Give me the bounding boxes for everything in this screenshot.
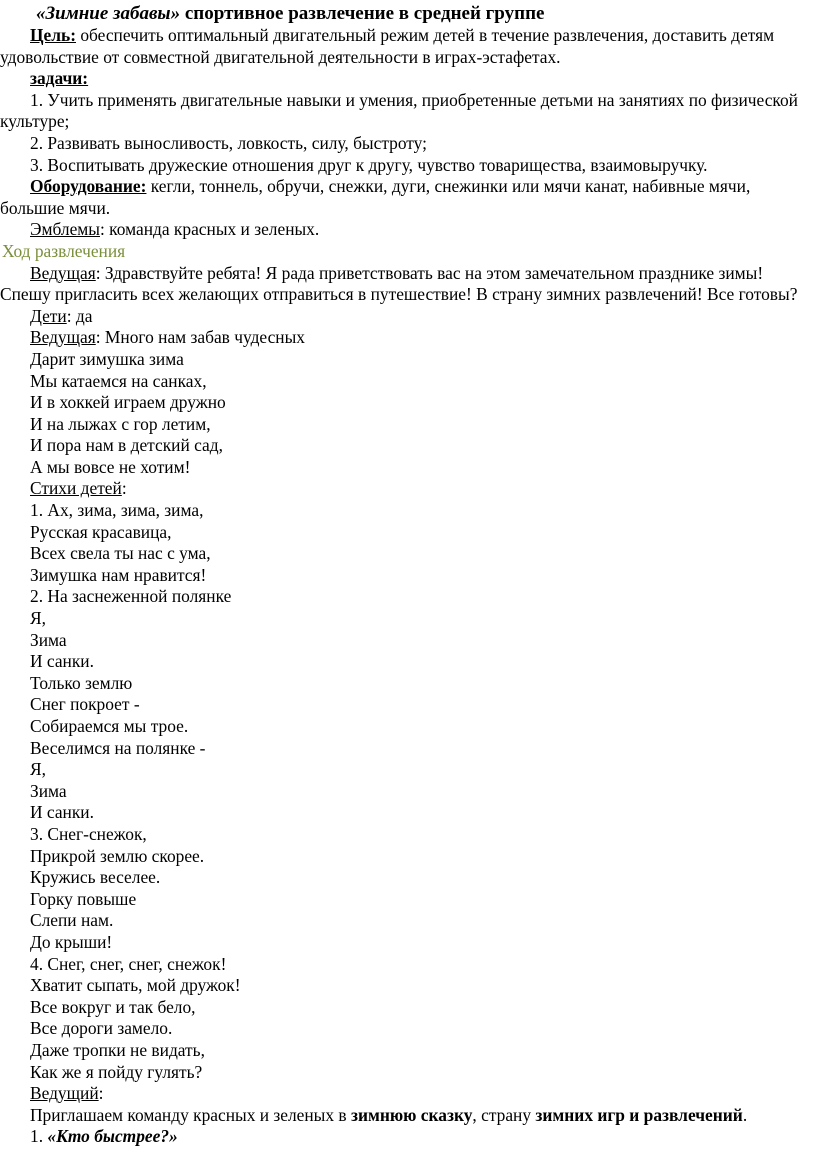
emblems-label: Эмблемы bbox=[30, 219, 100, 240]
verse-line: Мы катаемся на санках, bbox=[30, 370, 207, 391]
host-label: Ведущий bbox=[30, 1083, 99, 1104]
poem-line: Как же я пойду гулять? bbox=[30, 1061, 203, 1082]
poem-line: И санки. bbox=[30, 802, 94, 823]
poem-line: Хватит сыпать, мой дружок! bbox=[30, 975, 241, 996]
poem-line: Я, bbox=[30, 759, 46, 780]
host-verse bbox=[0, 349, 810, 479]
verse-line: А мы вовсе не хотим! bbox=[30, 456, 191, 477]
document-title bbox=[0, 3, 810, 25]
poem-line: Я, bbox=[30, 608, 46, 629]
invite-bold: зимнюю сказку bbox=[350, 1104, 473, 1125]
invite-text: , страну bbox=[472, 1104, 536, 1125]
invite-text: . bbox=[742, 1104, 748, 1125]
tasks-heading bbox=[0, 68, 810, 90]
equipment-paragraph bbox=[0, 176, 810, 219]
poems-label: Стихи детей bbox=[30, 478, 122, 499]
host-text: : Здравствуйте ребята! Я рада приветствовать вас на этом замечательном празднике зимы! Спешу пригласить всех желающих отправиться в путешествие! В страну зимних развлечений! Все готовы? bbox=[0, 262, 798, 305]
host-text: : Много нам забав чудесных bbox=[95, 327, 305, 348]
host-paragraph bbox=[0, 263, 810, 306]
game-heading bbox=[0, 1126, 810, 1148]
verse-line: И на лыжах с гор летим, bbox=[30, 413, 211, 434]
goal-label: Цель: bbox=[30, 25, 76, 45]
task-item: 1. Учить применять двигательные навыки и умения, приобретенные детьми на занятиях по физической культуре; bbox=[0, 89, 798, 132]
poem-line: Русская красавица, bbox=[30, 521, 172, 542]
poem-line: Собираемся мы трое. bbox=[30, 716, 189, 736]
poem-line: Все дороги замело. bbox=[30, 1018, 173, 1039]
goal-text: обеспечить оптимальный двигательный режим детей в течение развлечения, доставить детям удовольствие от совместной двигательной деятельности в играх-эстафетах. bbox=[0, 25, 775, 67]
invite-bold: зимних игр и развлечений bbox=[535, 1104, 743, 1125]
goal-paragraph bbox=[0, 25, 810, 68]
poem-line: До крыши! bbox=[30, 931, 113, 952]
section-heading: Ход развлечения bbox=[2, 240, 126, 261]
invite-paragraph bbox=[0, 1105, 810, 1127]
equipment-text: кегли, тоннель, обручи, снежки, дуги, снежинки или мячи канат, набивные мячи, большие мячи. bbox=[0, 176, 751, 218]
poem-line: Зима bbox=[30, 629, 67, 650]
game-name: «Кто быстрее?» bbox=[47, 1126, 178, 1147]
poem-line: Слепи нам. bbox=[30, 910, 114, 931]
host-label: Ведущая bbox=[30, 327, 96, 348]
host-text: : bbox=[98, 1083, 104, 1104]
verse-line: И в хоккей играем дружно bbox=[30, 392, 226, 413]
equipment-label: Оборудование: bbox=[30, 176, 147, 197]
kids-text: : да bbox=[66, 305, 93, 326]
host-paragraph bbox=[0, 1083, 810, 1105]
verse-line: И пора нам в детский сад, bbox=[30, 435, 223, 456]
poem-line: Даже тропки не видать, bbox=[30, 1039, 205, 1060]
poem-line: Все вокруг и так бело, bbox=[30, 996, 196, 1017]
emblems-paragraph bbox=[0, 219, 810, 241]
poem-line: И санки. bbox=[30, 651, 94, 672]
poem-line: Прикрой землю скорее. bbox=[30, 845, 205, 866]
poem-line: Горку повыше bbox=[30, 888, 137, 909]
poems-colon: : bbox=[121, 478, 127, 499]
task-item: 3. Воспитывать дружеские отношения друг к другу, чувство товарищества, взаимовыручку. bbox=[30, 154, 708, 175]
game-number: 1. bbox=[30, 1126, 48, 1147]
poem-line: 4. Снег, снег, снег, снежок! bbox=[30, 953, 227, 974]
emblems-text: : команда красных и зеленых. bbox=[100, 219, 320, 240]
host-label: Ведущая bbox=[30, 262, 96, 283]
poem-line: Только землю bbox=[30, 672, 133, 693]
kids-paragraph bbox=[0, 306, 810, 328]
poems-heading bbox=[0, 478, 810, 500]
kids-label: Дети bbox=[30, 305, 67, 326]
poem-line: Веселимся на полянке - bbox=[30, 737, 206, 758]
poem-line: Зимушка нам нравится! bbox=[30, 564, 207, 585]
poem-line: Зима bbox=[30, 780, 67, 801]
poem-line: Снег покроет - bbox=[30, 694, 140, 715]
host-paragraph bbox=[0, 327, 810, 349]
poem-line: Всех свела ты нас с ума, bbox=[30, 543, 211, 564]
title-italic: «Зимние забавы» bbox=[36, 3, 181, 24]
poem-line: 1. Ах, зима, зима, зима, bbox=[30, 500, 204, 521]
poem-line: 2. На заснеженной полянке bbox=[30, 586, 232, 607]
tasks-label: задачи: bbox=[30, 68, 89, 89]
verse-line: Дарит зимушка зима bbox=[30, 348, 184, 369]
invite-text: Приглашаем команду красных и зеленых в bbox=[30, 1104, 351, 1125]
task-item: 2. Развивать выносливость, ловкость, силу, быстроту; bbox=[30, 132, 427, 153]
poem-line: Кружись веселее. bbox=[30, 867, 161, 888]
title-rest: спортивное развлечение в средней группе bbox=[180, 3, 545, 24]
poems-block bbox=[0, 500, 810, 1083]
poem-line: 3. Снег-снежок, bbox=[30, 823, 147, 844]
